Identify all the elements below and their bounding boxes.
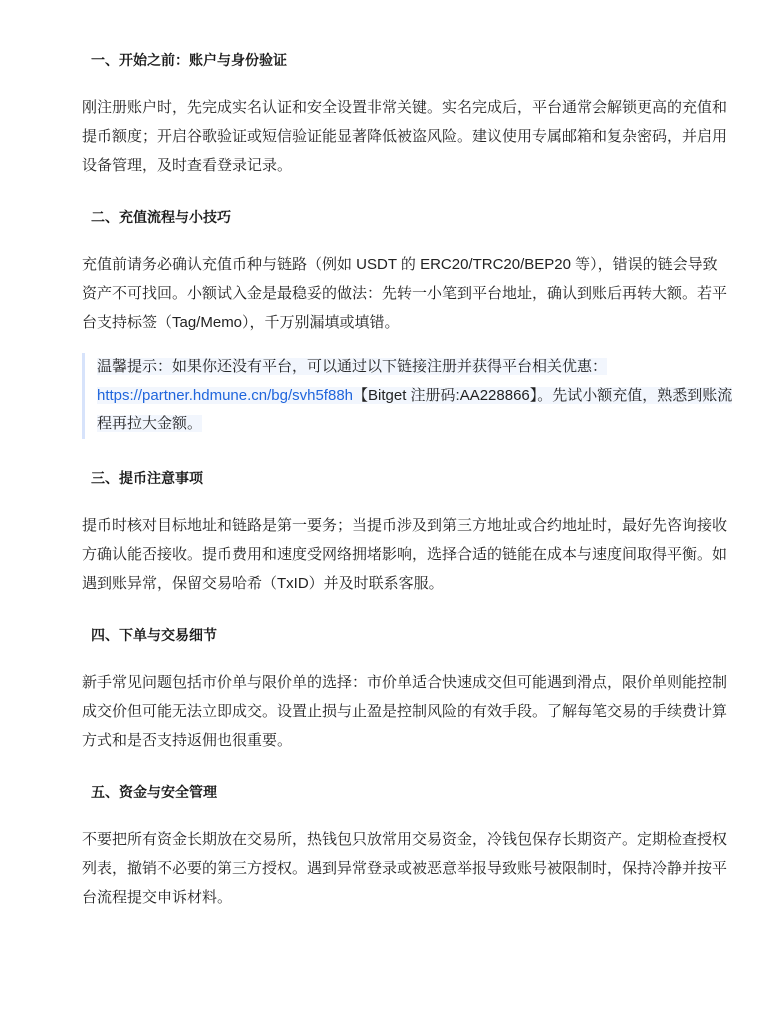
- section-title-trading: 四、下单与交易细节: [91, 629, 217, 644]
- section-body-deposit: 充值前请务必确认充值币种与链路（例如 USDT 的 ERC20/TRC20/BEP20 等），错误的链会导致资产不可找回。小额试入金是最稳妥的做法：先转一小笔到平台地址，确认到账后再转大额。若平台支持标签（Tag/Memo），千万别漏填或填错。: [82, 256, 728, 331]
- section-body-account: 刚注册账户时，先完成实名认证和安全设置非常关键。实名完成后，平台通常会解锁更高的充值和提币额度；开启谷歌验证或短信验证能显著降低被盗风险。建议使用专属邮箱和复杂密码，并启用设备管理，及时查看登录记录。: [82, 99, 728, 174]
- section-title-deposit: 二、充值流程与小技巧: [91, 211, 231, 226]
- section-title-account: 一、开始之前：账户与身份验证: [91, 54, 287, 69]
- partner-link[interactable]: https://partner.hdmune.cn/bg/svh5f88h: [97, 386, 354, 404]
- section-title-security: 五、资金与安全管理: [91, 786, 217, 801]
- section-body-withdraw: 提币时核对目标地址和链路是第一要务；当提币涉及到第三方地址或合约地址时，最好先咨询接收方确认能否接收。提币费用和速度受网络拥堵影响，选择合适的链能在成本与速度间取得平衡。如遇到账异常，保留交易哈希（TxID）并及时联系客服。: [82, 517, 728, 592]
- section-body-security: 不要把所有资金长期放在交易所，热钱包只放常用交易资金，冷钱包保存长期资产。定期检查授权列表，撤销不必要的第三方授权。遇到异常登录或被恶意举报导致账号被限制时，保持冷静并按平台流程提交申诉材料。: [82, 831, 728, 906]
- tip-suffix: 【Bitget 注册码:AA228866】。先试小额充值，熟悉到账流程再拉大金额。: [97, 386, 733, 432]
- section-title-withdraw: 三、提币注意事项: [91, 472, 203, 487]
- tip-callout: [82, 353, 747, 439]
- tip-prefix: 温馨提示：如果你还没有平台，可以通过以下链接注册并获得平台相关优惠：: [97, 358, 608, 375]
- section-body-trading: 新手常见问题包括市价单与限价单的选择：市价单适合快速成交但可能遇到滑点，限价单则能控制成交价但可能无法立即成交。设置止损与止盈是控制风险的有效手段。了解每笔交易的手续费计算方式和是否支持返佣也很重要。: [82, 674, 728, 749]
